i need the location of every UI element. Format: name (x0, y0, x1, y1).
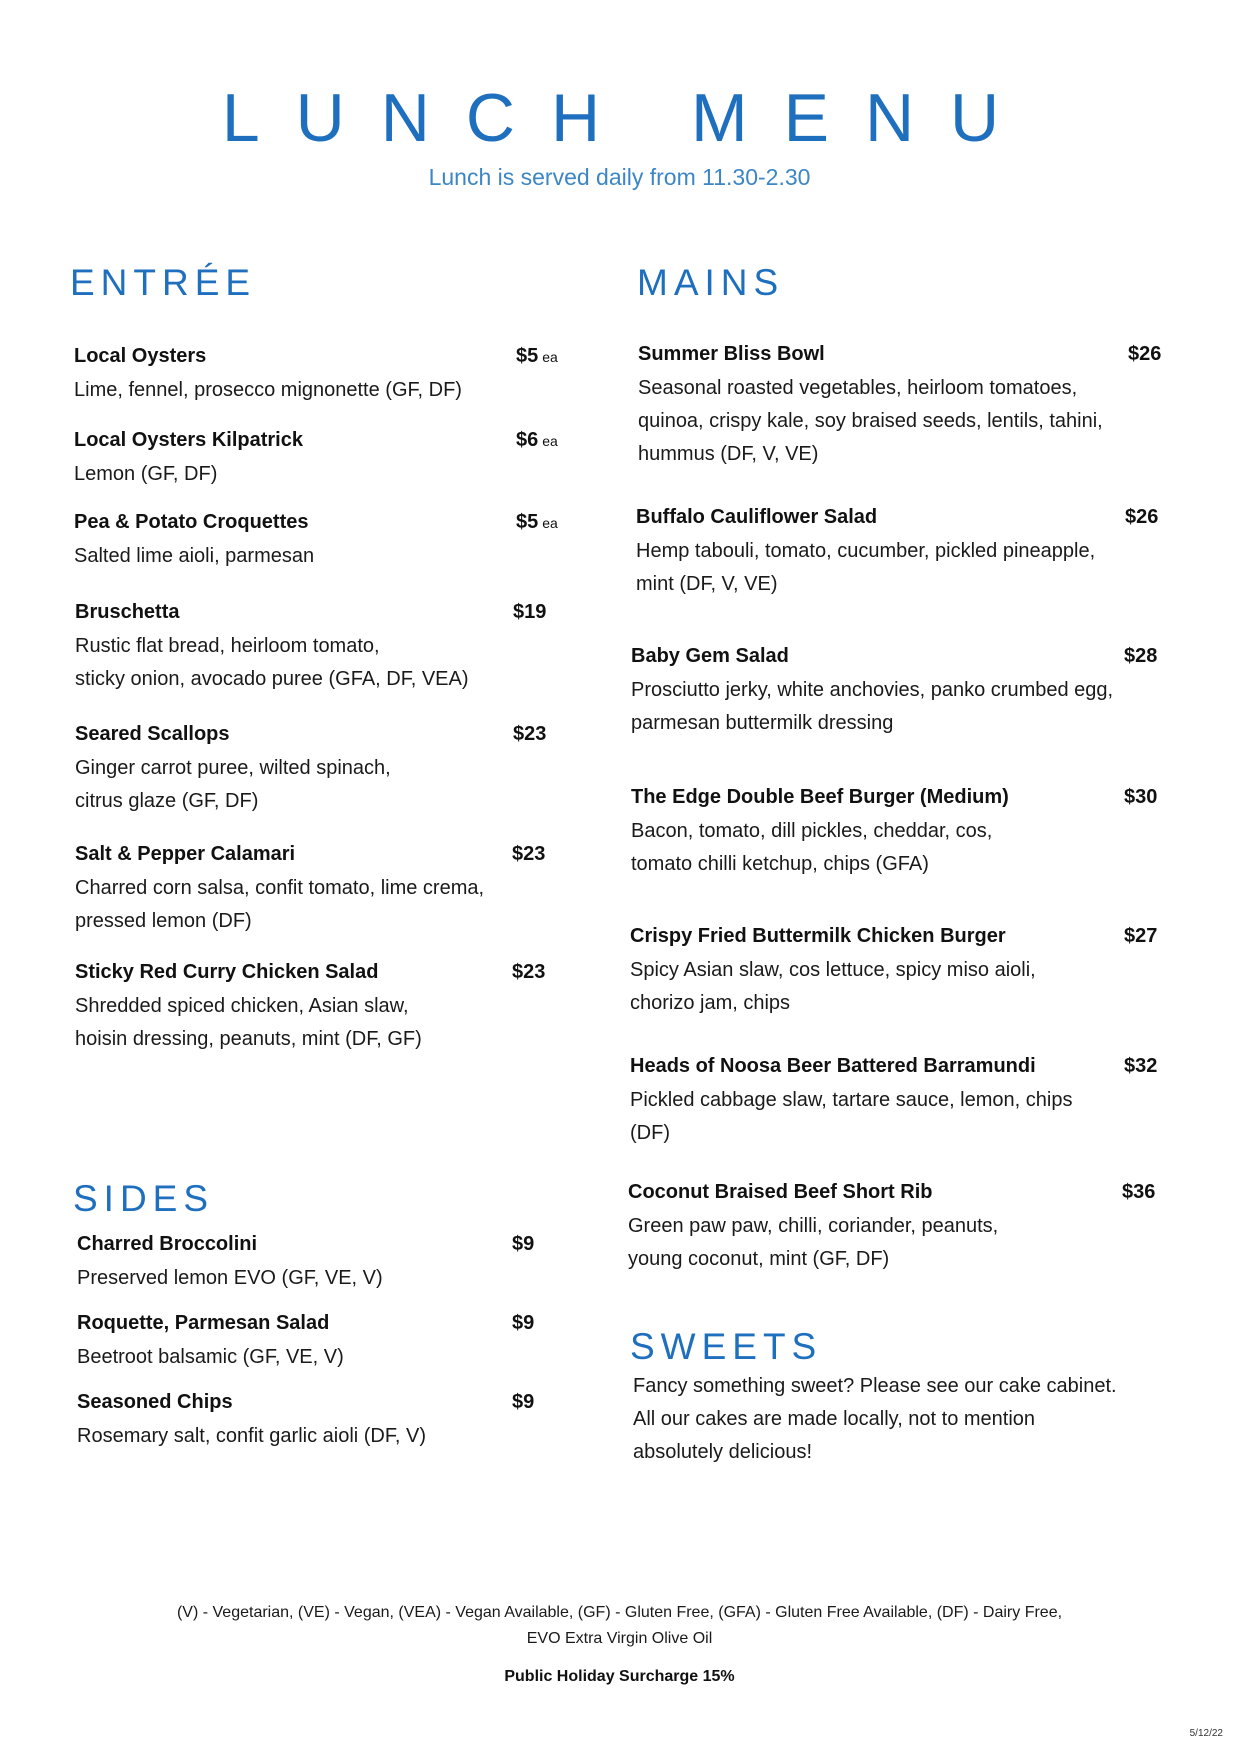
main-item (628, 1178, 1198, 1276)
item-name: Pea & Potato Croquettes (74, 511, 309, 533)
main-item (630, 1052, 1200, 1150)
item-price: $28 (1124, 645, 1158, 667)
item-price: $26 (1125, 506, 1159, 528)
item-price: $5 ea (516, 345, 558, 367)
item-price: $27 (1124, 925, 1158, 947)
mains-heading: MAINS (637, 262, 785, 303)
entree-item (74, 342, 584, 407)
item-name: Buffalo Cauliflower Salad (636, 506, 878, 528)
item-price: $9 (512, 1312, 535, 1334)
item-name: Salt & Pepper Calamari (75, 843, 296, 865)
item-description: Charred corn salsa, confit tomato, lime crema, pressed lemon (DF) (75, 877, 485, 932)
item-description: Spicy Asian slaw, cos lettuce, spicy miso aioli, chorizo jam, chips (630, 959, 1036, 1014)
item-name: Coconut Braised Beef Short Rib (628, 1181, 933, 1203)
item-price: $30 (1124, 786, 1158, 808)
item-name: Crispy Fried Buttermilk Chicken Burger (630, 925, 1006, 947)
item-description: Pickled cabbage slaw, tartare sauce, lemon, chips (DF) (630, 1089, 1073, 1144)
entree-item (75, 840, 595, 938)
item-description: Lemon (GF, DF) (74, 463, 218, 485)
item-price: $23 (512, 843, 546, 865)
item-name: Roquette, Parmesan Salad (77, 1312, 330, 1334)
item-price: $9 (512, 1233, 535, 1255)
item-name: The Edge Double Beef Burger (Medium) (631, 786, 1009, 808)
item-description: Beetroot balsamic (GF, VE, V) (77, 1346, 344, 1368)
item-name: Sticky Red Curry Chicken Salad (75, 961, 379, 983)
item-price: $5 ea (516, 511, 558, 533)
sweets-description: Fancy something sweet? Please see our cake cabinet. All our cakes are made locally, not to mention absolutely delicious! (633, 1375, 1117, 1463)
sides-heading: SIDES (73, 1178, 215, 1219)
item-price: $23 (512, 961, 546, 983)
item-price: $9 (512, 1391, 535, 1413)
entree-item (75, 598, 585, 696)
main-item (636, 503, 1196, 601)
item-name: Bruschetta (75, 601, 180, 623)
main-item (631, 783, 1201, 881)
item-description: Ginger carrot puree, wilted spinach, citrus glaze (GF, DF) (75, 757, 391, 812)
legend-line: EVO Extra Virgin Olive Oil (526, 1630, 713, 1647)
surcharge-note: Public Holiday Surcharge 15% (504, 1668, 735, 1685)
item-description: Rustic flat bread, heirloom tomato, sticky onion, avocado puree (GFA, DF, VEA) (75, 635, 469, 690)
menu-date: 5/12/22 (1189, 1728, 1223, 1739)
item-description: Bacon, tomato, dill pickles, cheddar, cos, tomato chilli ketchup, chips (GFA) (631, 820, 993, 875)
entree-item (74, 426, 584, 491)
item-description: Green paw paw, chilli, coriander, peanuts, young coconut, mint (GF, DF) (628, 1215, 999, 1270)
item-description: Rosemary salt, confit garlic aioli (DF, V) (77, 1425, 426, 1447)
item-description: Hemp tabouli, tomato, cucumber, pickled pineapple, mint (DF, V, VE) (636, 540, 1096, 595)
side-item (77, 1388, 587, 1453)
sweets-heading: SWEETS (630, 1326, 823, 1367)
item-name: Charred Broccolini (77, 1233, 258, 1255)
item-description: Salted lime aioli, parmesan (74, 545, 315, 567)
side-item (77, 1309, 587, 1374)
item-description: Seasonal roasted vegetables, heirloom tomatoes, quinoa, crispy kale, soy braised seeds, lentils, tahini, hummus (DF, V, VE) (638, 377, 1103, 465)
item-name: Summer Bliss Bowl (638, 343, 825, 365)
menu-title: LUNCH MENU (221, 80, 1036, 156)
item-price: $19 (513, 601, 547, 623)
legend-line: (V) - Vegetarian, (VE) - Vegan, (VEA) - Vegan Available, (GF) - Gluten Free, (GFA) - Gluten Free Available, (DF) - Dairy Free, (176, 1604, 1063, 1621)
item-description: Prosciutto jerky, white anchovies, panko crumbed egg, parmesan buttermilk dressing (631, 679, 1114, 734)
menu-subtitle: Lunch is served daily from 11.30-2.30 (428, 164, 811, 190)
side-item (77, 1230, 587, 1295)
item-name: Seared Scallops (75, 723, 230, 745)
entree-item (75, 958, 595, 1056)
item-price: $26 (1128, 343, 1162, 365)
item-price: $23 (513, 723, 547, 745)
entree-heading: ENTRÉE (70, 262, 257, 303)
entree-item (74, 508, 584, 573)
item-description: Shredded spiced chicken, Asian slaw, hoisin dressing, peanuts, mint (DF, GF) (75, 995, 422, 1050)
main-item (631, 642, 1201, 740)
item-description: Lime, fennel, prosecco mignonette (GF, DF) (74, 379, 462, 401)
item-price: $6 ea (516, 429, 558, 451)
main-item (630, 922, 1200, 1020)
item-name: Baby Gem Salad (631, 645, 789, 667)
item-price: $36 (1122, 1181, 1156, 1203)
item-price: $32 (1124, 1055, 1158, 1077)
item-name: Local Oysters Kilpatrick (74, 429, 303, 451)
entree-item (75, 720, 585, 818)
item-name: Local Oysters (74, 345, 207, 367)
item-name: Heads of Noosa Beer Battered Barramundi (630, 1055, 1036, 1077)
item-name: Seasoned Chips (77, 1391, 233, 1413)
dietary-legend (0, 1600, 1239, 1652)
item-description: Preserved lemon EVO (GF, VE, V) (77, 1267, 383, 1289)
main-item (638, 340, 1198, 471)
